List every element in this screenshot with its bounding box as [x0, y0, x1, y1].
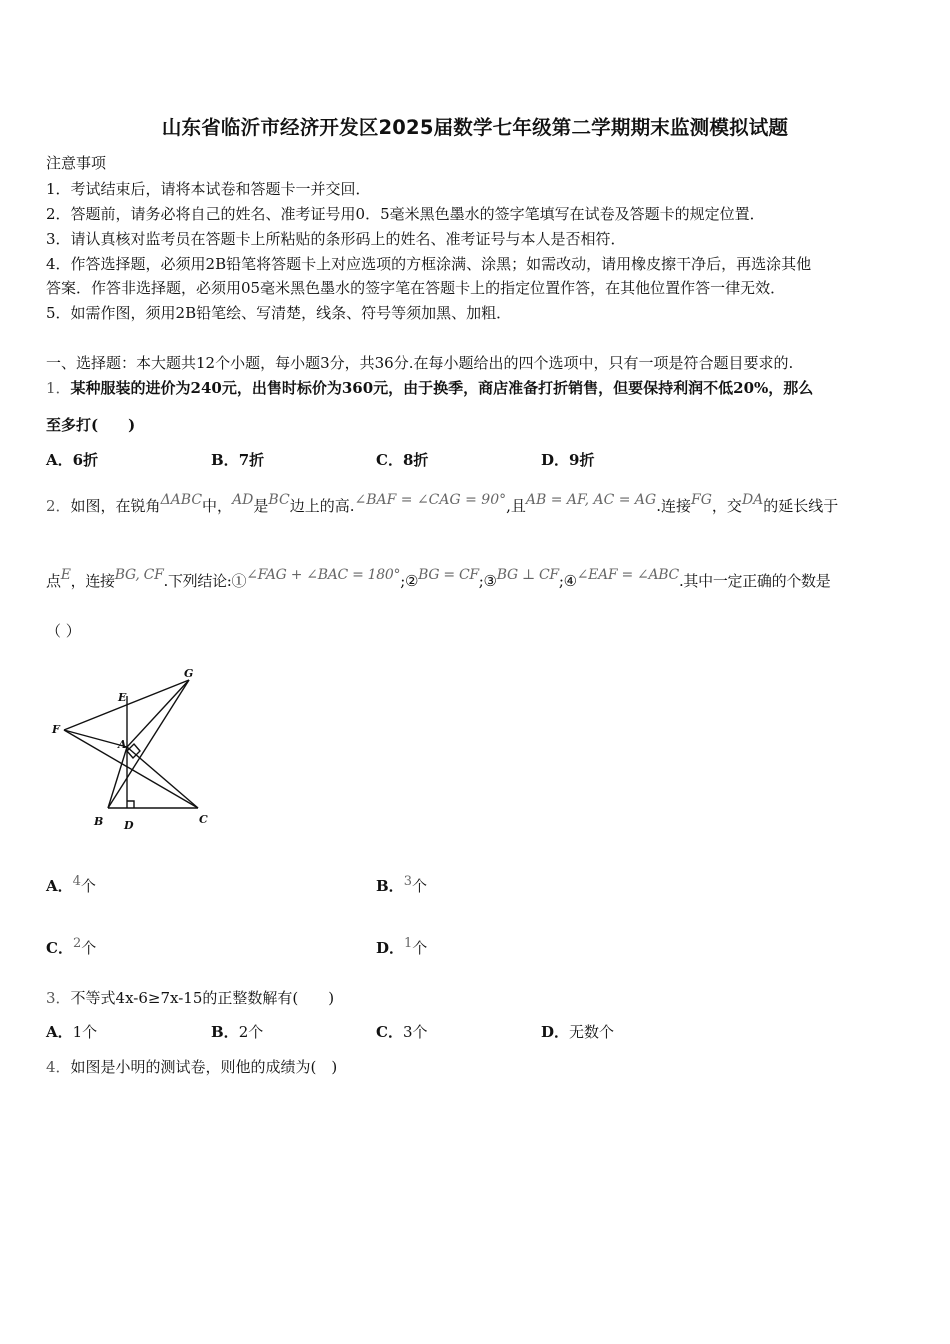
option-text: 个 — [411, 877, 427, 895]
right-angle-mark — [127, 801, 134, 808]
math-expr: DA — [741, 492, 764, 508]
question-text: ，交 — [711, 497, 742, 515]
label-c: C — [199, 813, 208, 826]
math-expr: ΔABC — [160, 492, 203, 508]
question-text: 如图，在锐角 — [70, 497, 161, 515]
option-label: C． — [376, 451, 403, 469]
math-expr: ∠EAF = ∠ABC — [576, 567, 679, 583]
option-text: 个 — [80, 877, 96, 895]
option-label: B． — [211, 451, 239, 469]
q1-option-c[interactable] — [376, 449, 428, 470]
q2-option-d[interactable] — [376, 937, 427, 958]
option-label: A． — [46, 451, 73, 469]
question-number: 3． — [46, 989, 71, 1007]
option-text: 9折 — [569, 451, 595, 469]
notice-heading: 注意事项 — [46, 154, 107, 172]
option-label: B． — [211, 1023, 239, 1041]
question-2-line-2 — [46, 567, 831, 591]
math-expr: BG ⊥ CF — [496, 567, 559, 583]
option-number: 4 — [72, 874, 81, 889]
question-text: 某种服装的进价为240元，出售时标价为360元，由于换季，商店准备打折销售，但要保持利润不低20%，那么 — [70, 379, 814, 397]
segment-ab — [108, 747, 127, 808]
option-text: 2个 — [238, 1023, 264, 1041]
math-expr: BC — [268, 492, 290, 508]
math-expr: BG = CF — [418, 567, 479, 583]
question-text: 中， — [202, 497, 233, 515]
q2-option-b[interactable] — [376, 875, 427, 896]
segment-ac — [127, 747, 198, 808]
question-text: .下列结论:① — [163, 572, 247, 590]
math-expr: FG — [691, 492, 712, 508]
q1-option-a[interactable] — [46, 449, 98, 470]
question-text: ;③ — [478, 572, 497, 590]
q2-option-c[interactable] — [46, 937, 96, 958]
question-text: ,且 — [506, 497, 526, 515]
label-d: D — [124, 819, 134, 832]
question-4 — [46, 1056, 337, 1077]
math-expr: E — [60, 567, 71, 583]
option-text: 个 — [81, 939, 97, 957]
math-expr: AD — [232, 492, 254, 508]
notice-item: 答案．作答非选择题，必须用05毫米黑色墨水的签字笔在答题卡上的指定位置作答，在其他位置作答一律无效． — [46, 279, 786, 297]
notice-item: 1．考试结束后，请将本试卷和答题卡一并交回． — [46, 180, 371, 198]
q3-option-c[interactable] — [376, 1021, 428, 1042]
option-label: D． — [376, 939, 405, 957]
question-text: 是 — [253, 497, 269, 515]
question-number: 2． — [46, 497, 71, 515]
segment-ag — [127, 680, 189, 747]
question-3 — [46, 987, 334, 1008]
question-text: .连接 — [656, 497, 692, 515]
question-text: 点 — [46, 572, 61, 590]
option-label: C． — [46, 939, 73, 957]
question-number: 4． — [46, 1058, 71, 1076]
q3-option-d[interactable] — [541, 1021, 614, 1042]
question-1-line-2: 至多打( ) — [46, 416, 136, 434]
q1-option-b[interactable] — [211, 449, 264, 470]
q2-option-a[interactable] — [46, 875, 96, 896]
q1-option-d[interactable] — [541, 449, 594, 470]
option-label: A． — [46, 877, 73, 895]
label-f: F — [52, 723, 60, 736]
option-text: 个 — [412, 939, 428, 957]
option-label: A． — [46, 1023, 73, 1041]
question-text: ;④ — [558, 572, 577, 590]
label-b: B — [94, 815, 104, 828]
option-text: 7折 — [238, 451, 265, 469]
question-2-paren: （ ） — [46, 622, 81, 640]
question-text: ，连接 — [70, 572, 115, 590]
question-text: 如图是小明的测试卷，则他的成绩为( ) — [70, 1058, 338, 1076]
option-label: D． — [541, 1023, 570, 1041]
question-number: 1． — [46, 379, 71, 397]
q3-option-a[interactable] — [46, 1021, 97, 1042]
question-2-line-1 — [46, 492, 839, 516]
question-text: ;② — [400, 572, 419, 590]
option-number: 1 — [404, 936, 413, 951]
math-expr: ∠FAG + ∠BAC = 180° — [246, 567, 401, 583]
math-expr: BG, CF — [114, 567, 164, 583]
geometry-figure — [44, 664, 224, 836]
math-expr: AB = AF, AC = AG — [525, 492, 657, 508]
question-1-line-1 — [46, 377, 813, 398]
question-text: 不等式4x-6≥7x-15的正整数解有( ) — [70, 989, 335, 1007]
option-label: C． — [376, 1023, 403, 1041]
option-label: D． — [541, 451, 570, 469]
question-text: .其中一定正确的个数是 — [678, 572, 831, 590]
math-expr: ∠BAF = ∠CAG = 90° — [354, 492, 507, 508]
option-text: 无数个 — [569, 1023, 615, 1041]
section-heading: 一、选择题：本大题共12个小题，每小题3分，共36分.在每小题给出的四个选项中，只有一项是符合题目要求的. — [46, 354, 794, 372]
option-label: B． — [376, 877, 404, 895]
notice-item: 2．答题前，请务必将自己的姓名、准考证号用0．5毫米黑色墨水的签字笔填写在试卷及答题卡的规定位置． — [46, 205, 765, 223]
option-number: 3 — [403, 874, 412, 889]
notice-item: 5．如需作图，须用2B铅笔绘、写清楚，线条、符号等须加黑、加粗． — [46, 304, 512, 322]
page-title: 山东省临沂市经济开发区2025届数学七年级第二学期期末监测模拟试题 — [161, 116, 789, 139]
label-g: G — [184, 667, 194, 680]
q3-option-b[interactable] — [211, 1021, 263, 1042]
notice-item: 3．请认真核对监考员在答题卡上所粘贴的条形码上的姓名、准考证号与本人是否相符． — [46, 230, 626, 248]
notice-item: 4．作答选择题，必须用2B铅笔将答题卡上对应选项的方框涂满、涂黑；如需改动，请用橡皮擦干净后，再选涂其他 — [46, 255, 812, 273]
question-text: 边上的高. — [289, 497, 355, 515]
label-e: E — [118, 691, 127, 704]
option-text: 3个 — [402, 1023, 428, 1041]
question-text: 的延长线于 — [763, 497, 839, 515]
option-text: 1个 — [72, 1023, 98, 1041]
label-a: A — [118, 738, 127, 751]
option-text: 8折 — [402, 451, 429, 469]
option-text: 6折 — [72, 451, 99, 469]
option-number: 2 — [72, 936, 82, 951]
